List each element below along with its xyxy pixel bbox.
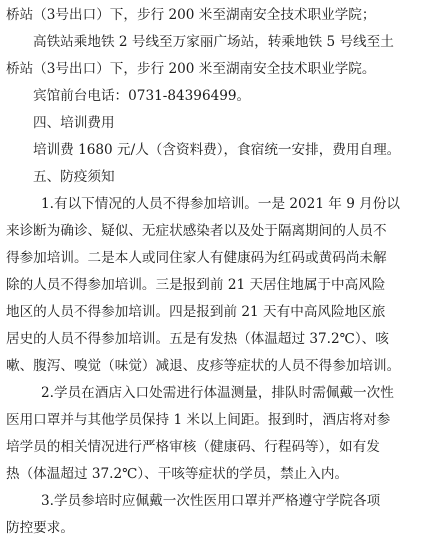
text-line-3: 桥站（3号出口）下，步行 200 米至湖南安全技术职业学院。 — [6, 61, 376, 77]
item-3-line-2: 防控要求。 — [6, 520, 74, 536]
item-2-line-1: 2.学员在酒店入口处需进行体温测量，排队时需佩戴一次性 — [41, 385, 394, 401]
item-2-line-2: 医用口罩并与其他学员保持 1 米以上间距。报到时，酒店将对参 — [6, 412, 391, 428]
text-line-1: 桥站（3号出口）下，步行 200 米至湖南安全技术职业学院； — [6, 7, 376, 23]
item-1-line-4: 除的人员不得参加培训。三是报到前 21 天居住地属于中高风险 — [6, 277, 386, 293]
item-1-line-6: 居史的人员不得参加培训。五是有发热（体温超过 37.2℃）、咳 — [6, 331, 389, 347]
item-2-line-3: 培学员的相关情况进行严格审核（健康码、行程码等），如有发 — [6, 439, 380, 455]
item-1-line-2: 来诊断为确诊、疑似、无症状感染者以及处于隔离期间的人员不 — [6, 223, 387, 239]
item-1-line-5: 地区的人员不得参加培训。四是报到前 21 天有中高风险地区旅 — [6, 304, 386, 320]
item-1-line-3: 得参加培训。二是本人或同住家人有健康码为红码或黄码尚未解 — [6, 250, 387, 266]
phone-line: 宾馆前台电话：0731-84396499。 — [33, 88, 251, 104]
text-line-2: 高铁站乘地铁 2 号线至万家丽广场站，转乘地铁 5 号线至土 — [33, 34, 394, 50]
item-1-line-1: 1.有以下情况的人员不得参加培训。一是 2021 年 9 月份以 — [41, 196, 400, 212]
item-3-line-1: 3.学员参培时应佩戴一次性医用口罩并严格遵守学院各项 — [41, 493, 381, 509]
section-heading-fees: 四、培训费用 — [33, 115, 115, 131]
fee-line: 培训费 1680 元/人（含资料费），食宿统一安排，费用自理。 — [33, 142, 401, 158]
section-heading-epidemic: 五、防疫须知 — [33, 169, 115, 185]
item-2-line-4: 热（体温超过 37.2℃）、干咳等症状的学员，禁止入内。 — [6, 466, 349, 482]
item-1-line-7: 嗽、腹泻、嗅觉（味觉）减退、皮疹等症状的人员不得参加培训。 — [6, 358, 401, 374]
